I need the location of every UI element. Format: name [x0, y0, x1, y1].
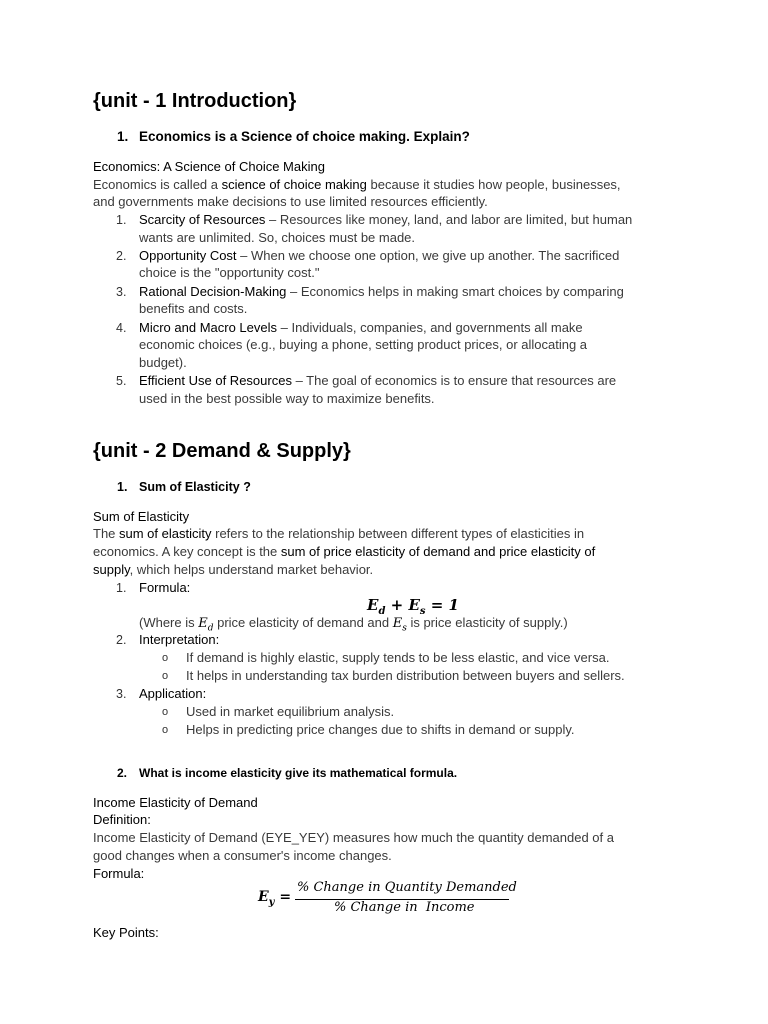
where-text: (Where is	[139, 615, 199, 630]
point-line: budget).	[139, 355, 187, 370]
point-line	[139, 284, 624, 299]
income-elasticity-lhs: $E_y$ =	[258, 889, 292, 908]
unit2-question2: What is income elasticity give its mathematical formula.	[139, 766, 458, 780]
point-line	[139, 320, 583, 335]
point-text: – Resources like money, land, and labor are limited, but human	[265, 212, 633, 227]
intro-post: because it studies how people, businesses,	[366, 177, 621, 192]
key-points-label: Key Points:	[93, 925, 159, 940]
bullet-marker: o	[162, 724, 169, 736]
formula-text: $E_d + E_s = 1$	[367, 596, 459, 617]
point-line	[139, 248, 619, 263]
point-line: choice is the "opportunity cost."	[139, 265, 320, 280]
unit2-para-line2	[93, 544, 595, 559]
where-text: is price elasticity of supply.)	[406, 615, 568, 630]
point-text: – When we choose one option, we give up another. The sacrificed	[236, 248, 620, 263]
para-key-term: sum of elasticity	[119, 526, 212, 541]
unit1-intro-line1	[93, 177, 621, 192]
para-text: economics. A key concept is the	[93, 544, 281, 559]
point-term: Efficient Use of Resources	[139, 373, 292, 388]
fraction-numerator: % Change in Quantity Demanded	[297, 880, 517, 895]
para-text: The	[93, 526, 120, 541]
point-line: benefits and costs.	[139, 301, 248, 316]
point-text: – Individuals, companies, and governments all make	[277, 320, 583, 335]
unit2-para-line1	[93, 526, 584, 541]
where-text: price elasticity of demand and	[213, 615, 393, 630]
formula-item-number: 1.	[116, 581, 127, 595]
para-text: , which helps understand market behavior.	[129, 562, 374, 577]
para-text: refers to the relationship between different types of elasticities in	[211, 526, 585, 541]
unit1-intro-line2: and governments make decisions to use limited resources efficiently.	[93, 194, 488, 209]
bullet-marker: o	[162, 670, 169, 682]
definition-line2: good changes when a consumer's income changes.	[93, 848, 392, 863]
point-term: Opportunity Cost	[139, 248, 237, 263]
point-line: used in the best possible way to maximize benefits.	[139, 391, 435, 406]
point-number: 5.	[116, 374, 127, 388]
unit1-question-number: 1.	[117, 129, 129, 144]
point-line	[139, 212, 632, 227]
point-term: Scarcity of Resources	[139, 212, 266, 227]
point-term: Micro and Macro Levels	[139, 320, 277, 335]
point-number: 1.	[116, 213, 127, 227]
point-line	[139, 373, 616, 388]
unit1-heading: {unit - 1 Introduction}	[93, 90, 297, 112]
bullet-marker: o	[162, 706, 169, 718]
unit1-question: Economics is a Science of choice making. Explain?	[139, 129, 470, 144]
ed-symbol: $E_d$	[198, 616, 214, 634]
application-label: Application:	[139, 686, 207, 701]
unit2-question2-number: 2.	[117, 766, 128, 780]
application-item: Helps in predicting price changes due to shifts in demand or supply.	[186, 722, 575, 737]
point-term: Rational Decision-Making	[139, 284, 287, 299]
intro-key-term: science of choice making	[221, 177, 367, 192]
interpretation-item: It helps in understanding tax burden distribution between buyers and sellers.	[186, 668, 625, 683]
definition-label: Definition:	[93, 812, 151, 827]
unit2-subtitle: Sum of Elasticity	[93, 509, 190, 524]
elasticity-sum-formula	[367, 596, 459, 617]
point-line: economic choices (e.g., buying a phone, setting product prices, or allocating a	[139, 337, 588, 352]
formula2-label: Formula:	[93, 866, 145, 881]
point-number: 2.	[116, 249, 127, 263]
application-number: 3.	[116, 687, 127, 701]
interpretation-item: If demand is highly elastic, supply tends to be less elastic, and vice versa.	[186, 650, 610, 665]
bullet-marker: o	[162, 652, 169, 664]
formula-label: Formula:	[139, 580, 191, 595]
formula-where-line	[139, 615, 568, 634]
unit2-question1-number: 1.	[117, 480, 128, 494]
unit2-para-line3	[93, 562, 373, 577]
fraction-denominator: % Change in Income	[334, 900, 475, 915]
definition-line1: Income Elasticity of Demand (EYE_YEY) measures how much the quantity demanded of a	[93, 830, 614, 845]
unit2-question1: Sum of Elasticity ?	[139, 480, 251, 494]
interpretation-number: 2.	[116, 633, 127, 647]
income-elasticity-title: Income Elasticity of Demand	[93, 795, 258, 810]
intro-pre: Economics is called a	[93, 177, 222, 192]
point-number: 4.	[116, 321, 127, 335]
para-key-term: supply	[93, 562, 130, 577]
point-text: – The goal of economics is to ensure that resources are	[291, 373, 617, 388]
point-line: wants are unlimited. So, choices must be made.	[139, 230, 416, 245]
es-symbol: $E_s$	[392, 616, 407, 634]
point-text: – Economics helps in making smart choices by comparing	[286, 284, 624, 299]
para-key-term: sum of price elasticity of demand and price elasticity of	[280, 544, 596, 559]
unit2-heading: {unit - 2 Demand & Supply}	[93, 440, 351, 462]
interpretation-label: Interpretation:	[139, 632, 220, 647]
application-item: Used in market equilibrium analysis.	[186, 704, 395, 719]
unit1-subtitle: Economics: A Science of Choice Making	[93, 159, 325, 174]
point-number: 3.	[116, 285, 127, 299]
